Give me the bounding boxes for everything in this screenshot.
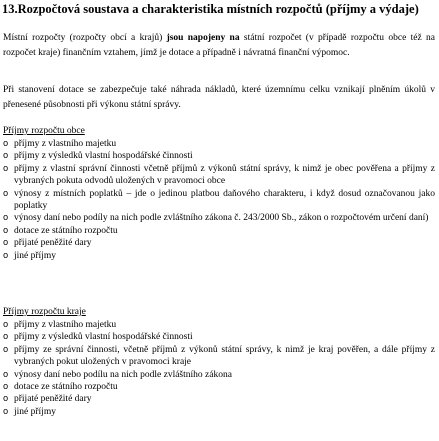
kraj-revenue-item [3, 381, 435, 393]
bullet-circle-icon: o [3, 344, 9, 355]
bullet-circle-icon: o [3, 238, 9, 249]
obec-revenue-item-text: jiné příjmy [14, 250, 56, 261]
obec-revenue-item [3, 150, 435, 162]
bullet-circle-icon: o [3, 213, 9, 224]
kraj-revenue-item [3, 319, 435, 331]
obec-revenue-item [3, 225, 435, 237]
kraj-revenue-item [3, 393, 435, 405]
obec-revenue-item [3, 188, 435, 213]
kraj-revenue-item [3, 369, 435, 381]
bullet-circle-icon: o [3, 225, 9, 236]
bullet-circle-icon: o [3, 332, 9, 343]
bullet-circle-icon: o [3, 163, 9, 174]
obec-revenue-item-text: přijaté peněžité dary [14, 238, 92, 249]
bullet-circle-icon: o [3, 320, 9, 330]
obec-revenue-list [3, 138, 435, 262]
obec-revenue-item-text: příjmy z vlastního majetku [14, 139, 117, 149]
kraj-revenue-item [3, 344, 435, 369]
bullet-circle-icon: o [3, 394, 9, 405]
kraj-revenue-item-text: přijaté peněžité dary [14, 394, 92, 405]
obec-revenue-item-text: výnosy z místních poplatků – jde o jedinou platbou daňového charakteru, i když dosud označovanou jako poplatky [14, 188, 435, 212]
intro-text-end: státní rozpočet (v případě rozpočtu obce též na rozpočet kraje) finančním vztahem, jímž je dotace a případně i návratná finanční výpomoc. [3, 33, 435, 58]
subsidy-note-paragraph: Při stanovení dotace se zabezpečuje také náhrada nákladů, které územnímu celku vznikají plněním úkolů v přenesené působnosti při výkonu státní správy. [3, 85, 435, 110]
bullet-circle-icon: o [3, 139, 9, 149]
kraj-revenue-item-text: příjmy z výsledků vlastní hospodářské činnosti [14, 332, 193, 343]
bullet-circle-icon: o [3, 188, 9, 199]
obec-revenue-item-text: dotace ze státního rozpočtu [14, 225, 118, 236]
obec-revenue-item [3, 237, 435, 249]
obec-revenue-item-text: příjmy z vlastní správní činnosti včetně příjmů z výkonů státní správy, k nimž je obec pověřena a příjmy z vybraných pokuta odvodů uložených v pravomoci obce [14, 163, 435, 187]
kraj-revenue-heading: Příjmy rozpočtu kraje [3, 307, 86, 317]
kraj-revenue-item-text: příjmy z vlastního majetku [14, 320, 117, 330]
obec-revenue-item-text: výnosy daní nebo podíly na nich podle zvláštního zákona č. 243/2000 Sb., zákon o rozpočtovém určení daní) [14, 213, 429, 224]
bullet-circle-icon: o [3, 151, 9, 162]
kraj-revenue-item [3, 331, 435, 343]
kraj-revenue-item-text: výnosy daní nebo podílu na nich podle zvláštního zákona [14, 369, 232, 380]
kraj-revenue-item [3, 406, 435, 418]
section-title: 13.Rozpočtová soustava a charakteristika místních rozpočtů (příjmy a výdaje) [2, 2, 419, 16]
intro-text-start: Místní rozpočty (rozpočty obcí a krajů) [3, 33, 167, 43]
bullet-circle-icon: o [3, 406, 9, 417]
obec-revenue-item [3, 250, 435, 262]
kraj-revenue-item-text: příjmy ze správní činnosti, včetně příjmů z výkonů státní správy, k nimž je kraj pověřen, a dále příjmy z vybraných pokut uložených v pravomoci kraje [14, 344, 435, 368]
bullet-circle-icon: o [3, 369, 9, 380]
kraj-revenue-item-text: dotace ze státního rozpočtu [14, 382, 118, 393]
bullet-circle-icon: o [3, 382, 9, 393]
obec-revenue-item [3, 212, 435, 224]
kraj-revenue-item-text: jiné příjmy [14, 406, 56, 417]
intro-paragraph [3, 31, 435, 60]
obec-revenue-item [3, 163, 435, 188]
obec-revenue-item [3, 138, 435, 150]
intro-bold-text: jsou napojeny na [166, 33, 240, 43]
obec-revenue-heading: Příjmy rozpočtu obce [3, 126, 85, 136]
kraj-revenue-list [3, 319, 435, 418]
obec-revenue-item-text: příjmy z výsledků vlastní hospodářské činnosti [14, 151, 193, 162]
bullet-circle-icon: o [3, 250, 9, 261]
